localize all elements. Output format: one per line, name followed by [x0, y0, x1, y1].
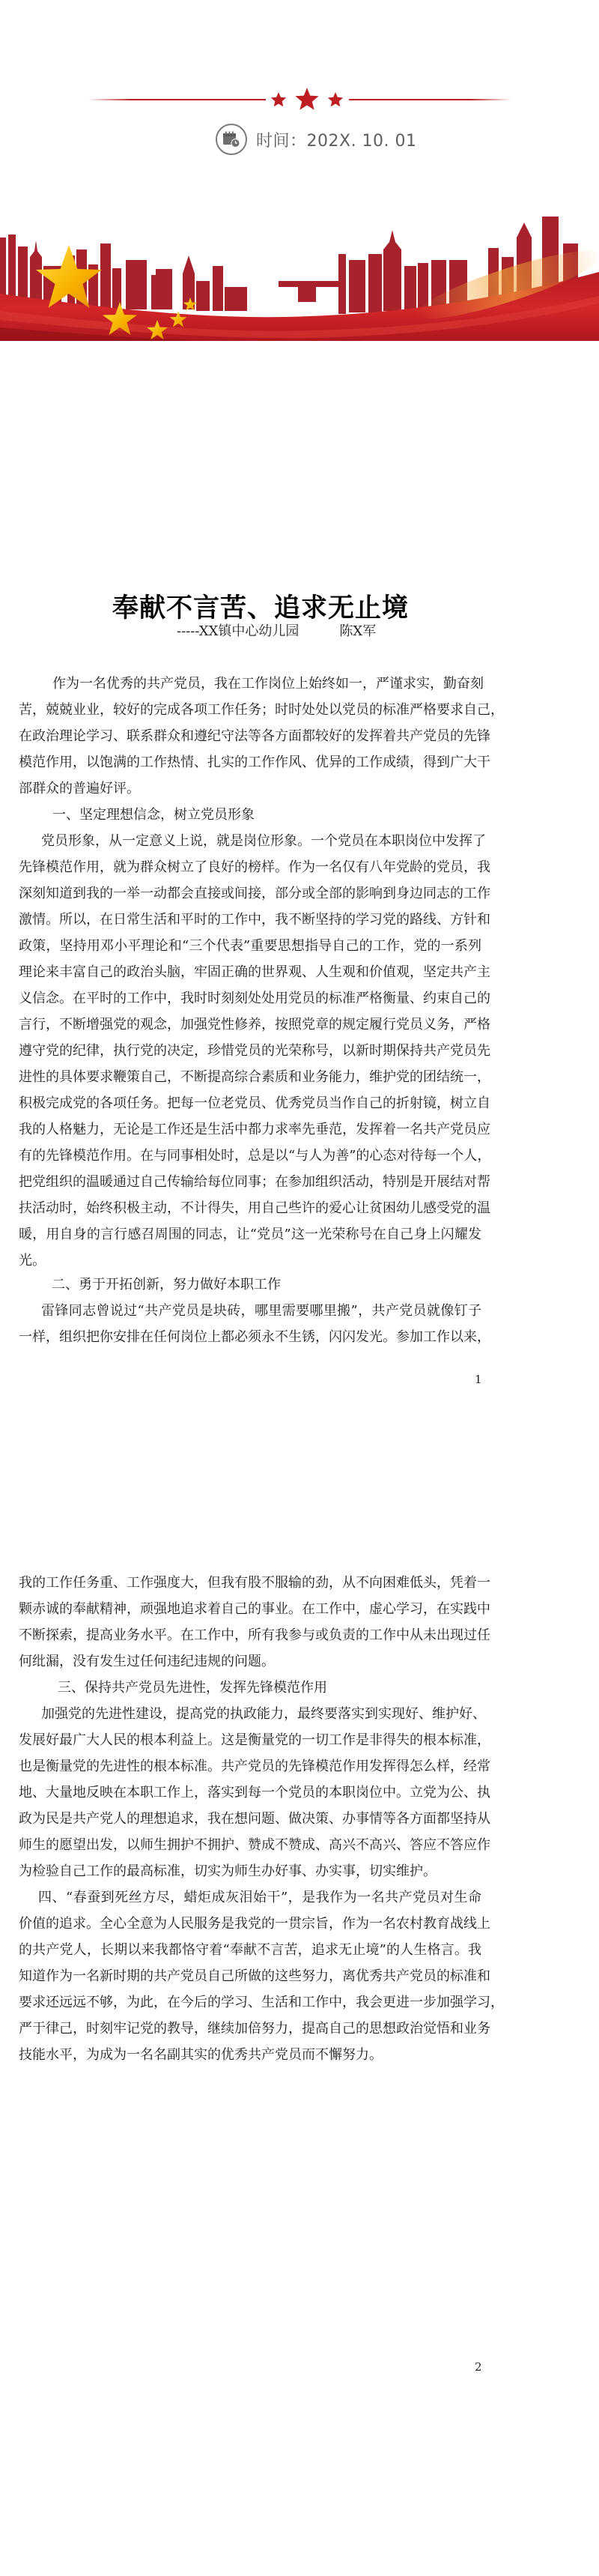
paragraph-line: 为检验自己工作的最高标准，切实为师生办好事、办实事，切实维护。: [19, 1863, 437, 1879]
paragraph-first-line: 党员形象，从一定意义上说，就是岗位形象。一个党员在本职岗位中发挥了: [41, 833, 486, 849]
paragraph-line: 暖，用自身的言行感召周围的同志，让“党员”这一光荣称号在自己身上闪耀发: [19, 1227, 481, 1242]
paragraph-line: 师生的愿望出发，以师生拥护不拥护、赞成不赞成、高兴不高兴、答应不答应作: [19, 1837, 490, 1853]
paragraph-line: 严于律己，时刻牢记党的教导，继续加倍努力，提高自己的思想政治觉悟和业务: [19, 2021, 490, 2037]
paragraph-line: 有的先锋模范作用。在与同事相处时，总是以“与人为善”的心态对待每一个人，: [19, 1148, 491, 1164]
big-star-icon: [295, 88, 318, 110]
paragraph-line: 模范作用，以饱满的工作热情、扎实的工作作风、优异的工作成绩，得到广大干: [19, 755, 490, 770]
calendar-clock-icon: [216, 124, 247, 155]
paragraph-line: 义信念。在平时的工作中，我时时刻刻处处用党员的标准严格衡量、约束自己的: [19, 991, 490, 1006]
section-heading: 一、坚定理想信念，树立党员形象: [52, 807, 255, 823]
three-stars-icon: [268, 87, 346, 114]
decorative-line-left: [88, 99, 266, 100]
paragraph-line: 苦，兢兢业业，较好的完成各项工作任务；时时处处以党员的标准严格要求自己，: [19, 702, 504, 718]
paragraph-first-line: 加强党的先进性建设，提高党的执政能力，最终要落实到实现好、维护好、: [41, 1706, 486, 1722]
paragraph-line: 我的人格魅力，无论是工作还是生活中都力求率先垂范，发挥着一名共产党员应: [19, 1122, 490, 1137]
paragraph-line: 地、大量地反映在本职工作上，落实到每一个党员的本职岗位中。立党为公、执: [19, 1785, 490, 1801]
paragraph-line: 把党组织的温暖通过自己传输给每位同事；在参加组织活动，特别是开展结对帮: [19, 1174, 490, 1190]
document-author-line: -----XX镇中心幼儿园 陈X军: [177, 623, 377, 639]
paragraph-line: 言行，不断增强党的观念，加强党性修养，按照党章的规定履行党员义务，严格: [19, 1017, 490, 1032]
page-number-1: 1: [475, 1373, 482, 1386]
section-heading: 三、保持共产党员先进性，发挥先锋模范作用: [58, 1680, 327, 1696]
paragraph-line: 颗赤诚的奉献精神，顽强地追求着自己的事业。在工作中，虚心学习，在实践中: [19, 1601, 490, 1617]
small-star-right-icon: [328, 92, 343, 106]
paragraph-line: 积极完成党的各项任务。把每一位老党员、优秀党员当作自己的折射镜，树立自: [19, 1095, 490, 1111]
section-heading: 二、勇于开拓创新，努力做好本职工作: [52, 1277, 281, 1292]
paragraph-line: 政为民是共产党人的理想追求，我在想问题、做决策、办事情等各方面都坚持从: [19, 1811, 490, 1827]
paragraph-line: 发展好最广大人民的根本利益上。这是衡量党的一切工作是非得失的根本标准，: [19, 1732, 490, 1748]
paragraph-line: 进性的具体要求鞭策自己，不断提高综合素质和业务能力，维护党的团结统一，: [19, 1069, 490, 1085]
page-number-2: 2: [475, 2360, 482, 2374]
paragraph-line: 扶活动时，始终积极主动，不计得失，用自己些许的爱心让贫困幼儿感受党的温: [19, 1200, 490, 1216]
paragraph-first-line: 作为一名优秀的共产党员，我在工作岗位上始终如一，严谨求实，勤奋刻: [52, 676, 484, 692]
flag-skyline-banner: [0, 191, 599, 345]
paragraph-line: 在政治理论学习、联系群众和遵纪守法等各方面都较好的发挥着共产党员的先锋: [19, 728, 490, 744]
paragraph-line: 深刻知道到我的一举一动都会直接或间接，部分或全部的影响到身边同志的工作: [19, 886, 490, 901]
paragraph-line: 何纰漏，没有发生过任何违纪违规的问题。: [19, 1654, 275, 1669]
document-title: 奉献不言苦、追求无止境: [112, 593, 410, 623]
paragraph-line: 政策，坚持用邓小平理论和“三个代表”重要思想指导自己的工作，党的一系列: [19, 938, 481, 954]
paragraph-line: 先锋模范作用，就为群众树立了良好的榜样。作为一名仅有八年党龄的党员，我: [19, 859, 490, 875]
paragraph-line: 价值的追求。全心全意为人民服务是我党的一贯宗旨，作为一名农村教育战线上: [19, 1916, 490, 1932]
paragraph-first-line: 雷锋同志曾说过“共产党员是块砖，哪里需要哪里搬”，共产党员就像钉子: [41, 1303, 481, 1319]
paragraph-line: 也是衡量党的先进性的根本标准。共产党员的先锋模范作用发挥得怎么样，经常: [19, 1759, 490, 1774]
paragraph-line: 不断探索，提高业务水平。在工作中，所有我参与或负责的工作中从未出现过任: [19, 1627, 490, 1643]
small-star-left-icon: [271, 92, 286, 106]
paragraph-line: 要求还远远不够，为此，在今后的学习、生活和工作中，我会更进一步加强学习，: [19, 1995, 504, 2010]
paragraph-line: 我的工作任务重、工作强度大，但我有股不服输的劲，从不向困难低头，凭着一: [19, 1575, 490, 1591]
decorative-line-right: [349, 99, 511, 100]
paragraph-line: 光。: [19, 1253, 46, 1269]
paragraph-line: 知道作为一名新时期的共产党员自己所做的这些努力，离优秀共产党员的标准和: [19, 1968, 490, 1984]
paragraph-line: 遵守党的纪律，执行党的决定，珍惜党员的光荣称号，以新时期保持共产党员先: [19, 1043, 490, 1059]
paragraph-line: 激情。所以，在日常生活和平时的工作中，我不断坚持的学习党的路线、方针和: [19, 912, 490, 928]
date-row: [216, 122, 417, 157]
date-label: 时间：202X. 10. 01: [256, 131, 417, 151]
paragraph-line: 部群众的普遍好评。: [19, 781, 140, 796]
paragraph-line: 的共产党人，长期以来我都恪守着“奉献不言苦，追求无止境”的人生格言。我: [19, 1942, 481, 1958]
paragraph-line: 一样，组织把你安排在任何岗位上都必须永不生锈，闪闪发光。参加工作以来，: [19, 1329, 490, 1345]
paragraph-first-line: 四、“春蚕到死丝方尽，蜡炬成灰泪始干”，是我作为一名共产党员对生命: [38, 1890, 481, 1905]
paragraph-line: 理论来丰富自己的政治头脑，牢固正确的世界观、人生观和价值观，坚定共产主: [19, 964, 490, 980]
paragraph-line: 技能水平，为成为一名名副其实的优秀共产党员而不懈努力。: [19, 2047, 383, 2063]
